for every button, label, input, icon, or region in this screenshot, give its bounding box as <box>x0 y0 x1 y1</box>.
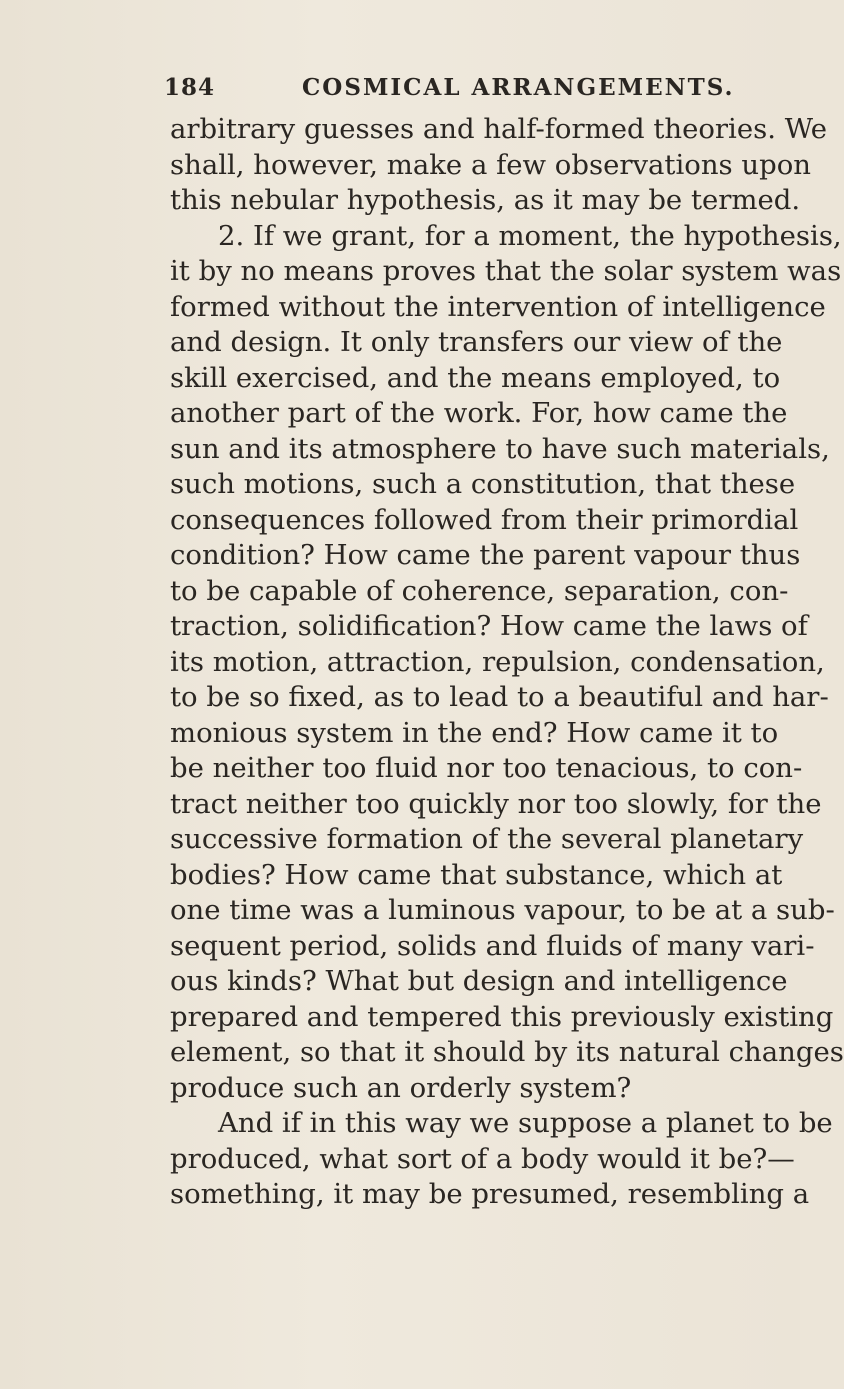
text-line: to be so fixed, as to lead to a beautiful and har- <box>170 681 829 713</box>
body-text <box>170 112 844 1213</box>
text-line: shall, however, make a few observations upon <box>170 148 811 181</box>
text-line: and design. It only transfers our view of the <box>170 326 783 358</box>
text-line: successive formation of the several planetary <box>170 823 804 855</box>
text-line: its motion, attraction, repulsion, condensation, <box>170 645 825 678</box>
text-line: consequences followed from their primordial <box>170 503 799 536</box>
text-line: one time was a luminous vapour, to be at a sub- <box>170 894 835 926</box>
text-line: formed without the intervention of intelligence <box>170 290 826 323</box>
page-number: 184 <box>164 74 216 101</box>
text-line: sun and its atmosphere to have such materials, <box>170 432 830 465</box>
running-title: COSMICAL ARRANGEMENTS. <box>302 74 735 101</box>
text-line: something, it may be presumed, resembling a <box>170 1178 810 1210</box>
text-line: tract neither too quickly nor too slowly, for the <box>170 787 822 820</box>
text-line: monious system in the end? How came it to <box>170 716 779 749</box>
text-line: such motions, such a constitution, that these <box>170 468 796 500</box>
text-line: it by no means proves that the solar system was <box>170 255 842 287</box>
text-line: skill exercised, and the means employed, to <box>170 361 781 394</box>
paragraph-start-line: 2. If we grant, for a moment, the hypothesis, <box>218 219 842 252</box>
paragraph-start-line: And if in this way we suppose a planet to be <box>218 1107 833 1139</box>
text-line: produce such an orderly system? <box>170 1071 632 1104</box>
text-line: prepared and tempered this previously existing <box>170 1000 834 1033</box>
page-header <box>142 74 740 110</box>
text-line: another part of the work. For, how came the <box>170 397 788 429</box>
text-line: bodies? How came that substance, which at <box>170 858 783 891</box>
text-line: element, so that it should by its natural changes <box>170 1036 844 1068</box>
text-line: to be capable of coherence, separation, con- <box>170 574 789 607</box>
text-line: this nebular hypothesis, as it may be termed. <box>170 184 801 216</box>
text-line: traction, solidification? How came the laws of <box>170 610 808 642</box>
text-line: condition? How came the parent vapour thus <box>170 539 801 571</box>
text-line: sequent period, solids and fluids of many vari- <box>170 929 815 962</box>
text-line: be neither too fluid nor too tenacious, to con- <box>170 752 803 784</box>
text-line: ous kinds? What but design and intelligence <box>170 965 788 997</box>
text-line: arbitrary guesses and half-formed theories. We <box>170 113 828 145</box>
text-line: produced, what sort of a body would it be?— <box>170 1142 795 1175</box>
